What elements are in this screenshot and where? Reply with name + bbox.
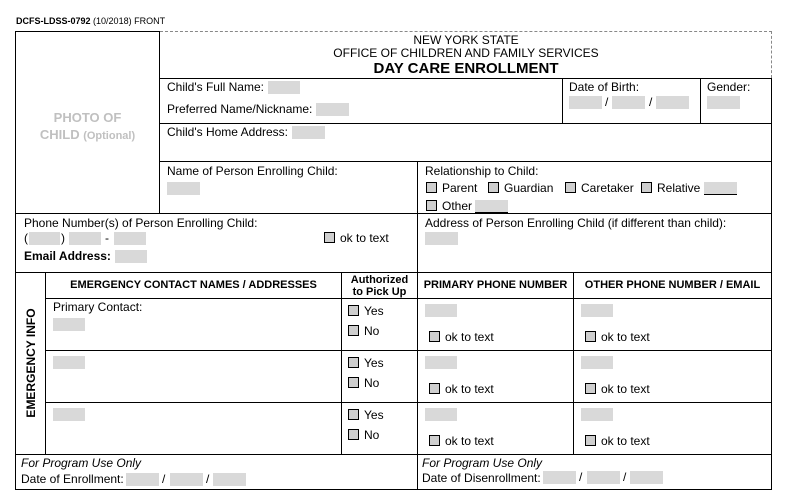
enroller-address-field[interactable] — [425, 232, 458, 245]
child-nickname-field[interactable] — [316, 103, 349, 116]
contact-1-other-ok-label: ok to text — [601, 330, 650, 344]
contact-2-other-phone-field[interactable] — [581, 356, 613, 369]
relationship-parent-label: Parent — [442, 181, 478, 195]
enrollment-month-field[interactable] — [126, 473, 159, 486]
form-revision: (10/2018) FRONT — [93, 16, 166, 26]
form-number: DCFS-LDSS-0792 — [16, 16, 91, 26]
dob-label: Date of Birth: — [569, 80, 640, 94]
hline-454 — [15, 454, 772, 455]
relationship-parent-checkbox[interactable] — [426, 182, 437, 193]
phone-paren-close: ) — [61, 231, 65, 245]
contact-2-no-checkbox[interactable] — [348, 377, 359, 388]
vline-dob — [562, 78, 563, 123]
child-full-name-field[interactable] — [268, 81, 300, 94]
contact-2-primary-ok-label: ok to text — [445, 382, 494, 396]
photo-optional: (Optional) — [83, 130, 136, 142]
enrollment-sep-1: / — [162, 472, 166, 486]
hline-350 — [46, 350, 772, 351]
enroller-phone-label: Phone Number(s) of Person Enrolling Child: — [24, 216, 258, 230]
enroller-name-field[interactable] — [167, 182, 200, 195]
contact-1-no-checkbox[interactable] — [348, 325, 359, 336]
emergency-side-text: EMERGENCY INFO — [24, 308, 38, 418]
disenrollment-date-label: Date of Disenrollment: — [422, 471, 541, 485]
contact-1-primary-ok-label: ok to text — [445, 330, 494, 344]
email-label: Email Address: — [24, 249, 111, 263]
disenrollment-year-field[interactable] — [630, 471, 663, 484]
vline-gender — [700, 78, 701, 123]
hline-213 — [15, 213, 772, 214]
contact-1-name-field[interactable] — [53, 318, 85, 331]
hline-78 — [159, 78, 772, 79]
contact-3-other-phone-field[interactable] — [581, 408, 613, 421]
relationship-relative-label: Relative — [657, 181, 701, 195]
contact-3-other-ok-checkbox[interactable] — [585, 435, 596, 446]
phone-area-code-field[interactable] — [29, 232, 60, 245]
vline-emergency-side — [45, 272, 46, 454]
contact-3-no-checkbox[interactable] — [348, 429, 359, 440]
enrollment-sep-2: / — [206, 472, 210, 486]
email-field[interactable] — [115, 250, 147, 263]
header-dashed-top — [160, 31, 772, 32]
border-left — [15, 31, 16, 490]
primary-contact-label: Primary Contact: — [53, 300, 143, 314]
page-title: DAY CARE ENROLLMENT — [373, 60, 559, 77]
enrollment-year-field[interactable] — [213, 473, 246, 486]
form-id — [16, 14, 165, 28]
phone-paren-open: ( — [24, 231, 28, 245]
relationship-guardian-label: Guardian — [504, 181, 554, 195]
contact-1-primary-phone-field[interactable] — [425, 304, 457, 317]
hline-402 — [46, 402, 772, 403]
contact-2-primary-phone-field[interactable] — [425, 356, 457, 369]
vline-auth — [341, 272, 342, 454]
relationship-label: Relationship to Child: — [425, 164, 539, 178]
enroller-name-label: Name of Person Enrolling Child: — [167, 164, 338, 178]
relationship-caretaker-checkbox[interactable] — [565, 182, 576, 193]
header-state: NEW YORK STATE — [413, 33, 519, 47]
contact-2-other-ok-label: ok to text — [601, 382, 650, 396]
contact-3-yes-label: Yes — [364, 408, 384, 422]
enroller-ok-to-text-label: ok to text — [340, 231, 389, 245]
vline-other — [573, 272, 574, 454]
hline-161 — [159, 161, 772, 162]
dob-sep-1: / — [605, 95, 609, 109]
contact-1-yes-checkbox[interactable] — [348, 305, 359, 316]
phone-dash: - — [105, 231, 109, 245]
relationship-relative-field[interactable] — [704, 182, 737, 195]
child-full-name-label: Child's Full Name: — [167, 80, 264, 94]
contact-3-primary-phone-field[interactable] — [425, 408, 457, 421]
col-authorized-1: Authorized — [350, 274, 409, 286]
gender-field[interactable] — [707, 96, 740, 109]
program-use-right: For Program Use Only — [422, 456, 543, 470]
relationship-other-checkbox[interactable] — [426, 200, 437, 211]
photo-right-border — [159, 31, 160, 213]
col-primary-phone: PRIMARY PHONE NUMBER — [423, 279, 568, 291]
contact-2-name-field[interactable] — [53, 356, 85, 369]
hline-123 — [159, 123, 772, 124]
disenrollment-sep-2: / — [623, 470, 627, 484]
phone-line-field[interactable] — [114, 232, 146, 245]
vline-program — [417, 454, 418, 490]
relationship-other-field[interactable] — [475, 200, 508, 213]
photo-label-1: PHOTO OF — [53, 110, 122, 125]
photo-child-word: CHILD — [39, 127, 80, 142]
col-contact-names: EMERGENCY CONTACT NAMES / ADDRESSES — [70, 279, 317, 291]
relationship-caretaker-label: Caretaker — [581, 181, 634, 195]
contact-2-yes-checkbox[interactable] — [348, 357, 359, 368]
contact-2-other-ok-checkbox[interactable] — [585, 383, 596, 394]
enrollment-day-field[interactable] — [170, 473, 203, 486]
enrollment-date-label: Date of Enrollment: — [21, 472, 124, 486]
dob-year-field[interactable] — [656, 96, 689, 109]
child-address-label: Child's Home Address: — [167, 125, 289, 139]
contact-1-primary-ok-checkbox[interactable] — [429, 331, 440, 342]
disenrollment-month-field[interactable] — [543, 471, 576, 484]
contact-3-no-label: No — [364, 428, 380, 442]
photo-label-2 — [16, 128, 159, 143]
gender-label: Gender: — [707, 80, 751, 94]
vline-mid — [417, 161, 418, 272]
contact-2-primary-ok-checkbox[interactable] — [429, 383, 440, 394]
contact-2-yes-label: Yes — [364, 356, 384, 370]
contact-3-yes-checkbox[interactable] — [348, 409, 359, 420]
contact-1-yes-label: Yes — [364, 304, 384, 318]
dob-day-field[interactable] — [612, 96, 645, 109]
disenrollment-sep-1: / — [579, 470, 583, 484]
contact-3-primary-ok-checkbox[interactable] — [429, 435, 440, 446]
contact-3-name-field[interactable] — [53, 408, 85, 421]
vline-primary — [417, 272, 418, 454]
dob-sep-2: / — [649, 95, 653, 109]
program-use-left: For Program Use Only — [21, 456, 142, 470]
relationship-relative-checkbox[interactable] — [641, 182, 652, 193]
col-authorized-2: to Pick Up — [352, 286, 407, 298]
col-other-phone: OTHER PHONE NUMBER / EMAIL — [584, 279, 761, 291]
contact-1-other-ok-checkbox[interactable] — [585, 331, 596, 342]
hline-272 — [15, 272, 772, 273]
relationship-other-label: Other — [442, 199, 473, 213]
enroller-ok-to-text-checkbox[interactable] — [324, 232, 335, 243]
phone-prefix-field[interactable] — [69, 232, 101, 245]
disenrollment-day-field[interactable] — [587, 471, 620, 484]
border-right — [771, 78, 772, 490]
enroller-address-label: Address of Person Enrolling Child (if different than child): — [425, 216, 727, 230]
child-address-field[interactable] — [292, 126, 325, 139]
contact-2-no-label: No — [364, 376, 380, 390]
contact-3-other-ok-label: ok to text — [601, 434, 650, 448]
hline-298 — [46, 298, 772, 299]
emergency-side-label-rotated — [24, 302, 38, 424]
dob-month-field[interactable] — [569, 96, 602, 109]
relationship-guardian-checkbox[interactable] — [488, 182, 499, 193]
contact-1-no-label: No — [364, 324, 380, 338]
header-office: OFFICE OF CHILDREN AND FAMILY SERVICES — [333, 46, 599, 60]
contact-3-primary-ok-label: ok to text — [445, 434, 494, 448]
child-nickname-label: Preferred Name/Nickname: — [167, 102, 313, 116]
contact-1-other-phone-field[interactable] — [581, 304, 613, 317]
border-top-photo — [15, 31, 160, 32]
border-bottom — [15, 489, 772, 490]
